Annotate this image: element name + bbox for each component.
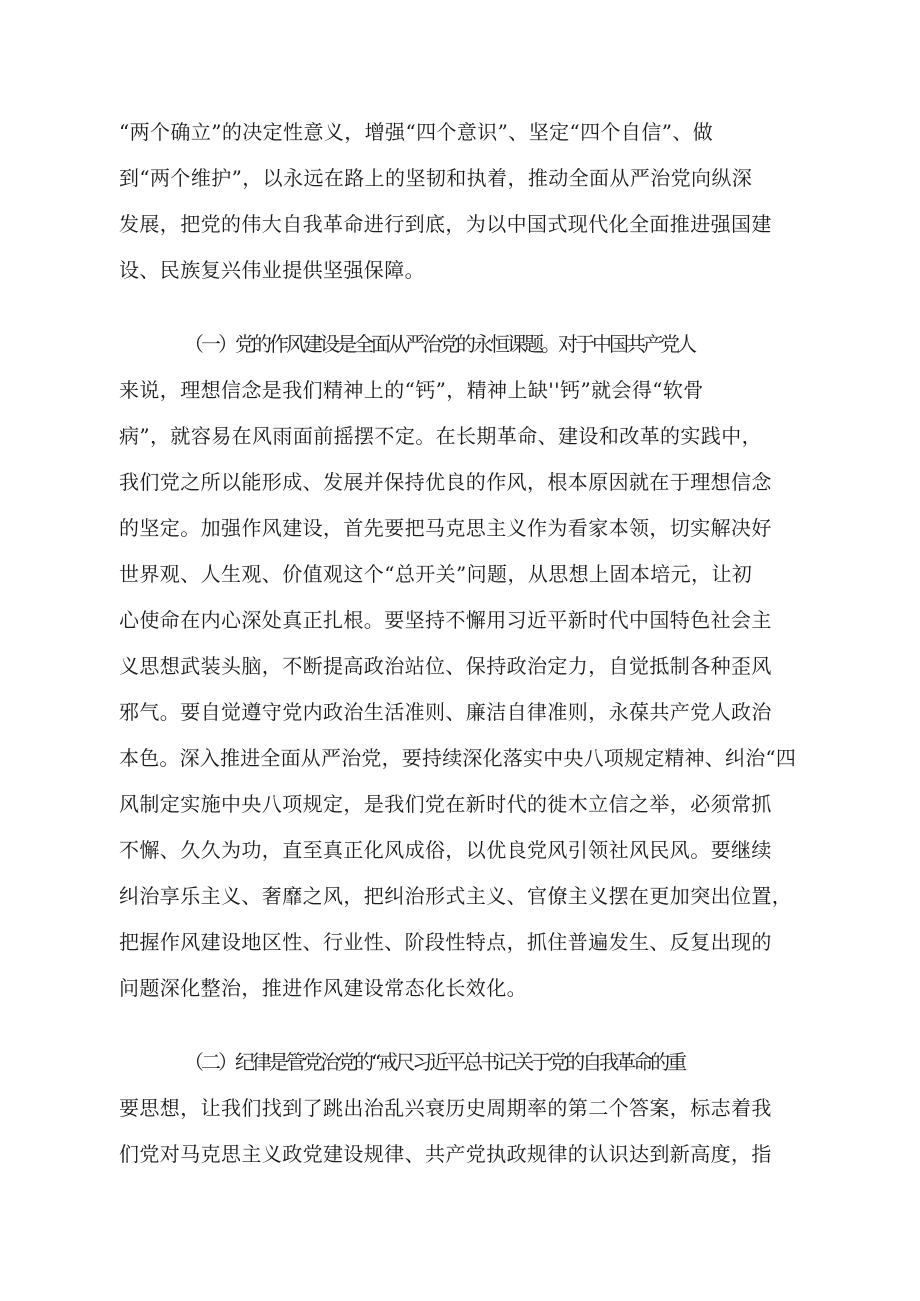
- section2-line-3: 们党对马克思主义政党建设规律、共产党执政规律的认识达到新高度，指: [119, 1142, 772, 1166]
- section1-line-10: 本色。深入推进全面从严治党，要持续深化落实中央八项规定精神、纠治“四: [119, 746, 797, 770]
- section1-line-7: 心使命在内心深处真正扎根。要坚持不懈用习近平新时代中国特色社会主: [119, 608, 772, 632]
- section2-line-1: （二）纪律是管党治党的“戒尺习近平总书记关于党的自我革命的重: [184, 1050, 685, 1074]
- intro-line-1: “两个确立”的决定性意义，增强“四个意识”、坚定“四个自信”、做: [119, 120, 714, 144]
- intro-line-2: 到“两个维护”，以永远在路上的坚韧和执着，推动全面从严治党向纵深: [119, 166, 753, 190]
- intro-line-3: 发展，把党的伟大自我革命进行到底，为以中国式现代化全面推进强国建: [119, 212, 772, 236]
- section1-line-3: 病”，就容易在风雨面前摇摆不定。在长期革命、建设和改革的实践中，: [119, 424, 763, 448]
- section1-line-6: 世界观、人生观、价值观这个“总开关”问题，从思想上固本培元，让初: [119, 562, 753, 586]
- section1-line-12: 不懈、久久为功，直至真正化风成俗，以优良党风引领社风民风。要继续: [119, 838, 772, 862]
- section1-line-2: 来说，理想信念是我们精神上的“钙”，精神上缺''钙”就会得“软骨: [119, 378, 704, 402]
- section1-line-14: 把握作风建设地区性、行业性、阶段性特点，抓住普遍发生、反复出现的: [119, 930, 772, 954]
- section1-line-5: 的坚定。加强作风建设，首先要把马克思主义作为看家本领，切实解决好: [119, 516, 772, 540]
- intro-line-4: 设、民族复兴伟业提供坚强保障。: [119, 258, 425, 282]
- section2-line-2: 要思想，让我们找到了跳出治乱兴衰历史周期率的第二个答案，标志着我: [119, 1096, 772, 1120]
- section1-line-15: 问题深化整治，推进作风建设常态化长效化。: [119, 976, 527, 1000]
- section1-line-11: 风制定实施中央八项规定，是我们党在新时代的徙木立信之举，必须常抓: [119, 792, 772, 816]
- section1-line-4: 我们党之所以能形成、发展并保持优良的作风，根本原因就在于理想信念: [119, 470, 772, 494]
- section1-line-1: （一）党的作风建设是全面从严治党的永恒课题。对于中国共产党人: [184, 332, 694, 356]
- section1-line-8: 义思想武装头脑，不断提高政治站位、保持政治定力，自觉抵制各种歪风: [119, 654, 772, 678]
- section1-line-9: 邪气。要自觉遵守党内政治生活准则、廉洁自律准则，永葆共产党人政治: [119, 700, 772, 724]
- section1-line-13: 纠治享乐主义、奢靡之风，把纠治形式主义、官僚主义摆在更加突出位置，: [119, 884, 793, 908]
